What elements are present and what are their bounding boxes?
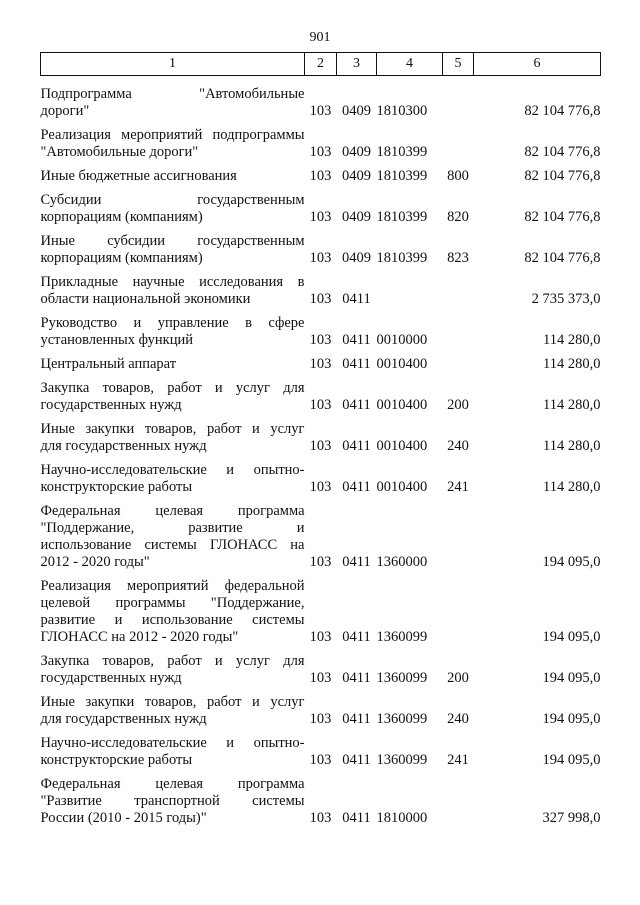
row-name-line: Федеральная целевая программа bbox=[40, 503, 305, 519]
row-amount: 2 735 373,0 bbox=[531, 291, 601, 307]
row-amount: 194 095,0 bbox=[542, 670, 601, 686]
row-code-expense-type bbox=[443, 308, 474, 349]
row-code-section: 0409 bbox=[342, 168, 371, 184]
row-code-admin: 103 bbox=[309, 438, 332, 454]
row-name-line: корпорациям (компаниям) bbox=[40, 209, 203, 225]
row-code-target: 1810399 bbox=[376, 250, 428, 266]
row-code-target: 1810399 bbox=[376, 209, 428, 225]
row-code-section: 0411 bbox=[342, 332, 371, 348]
row-code-expense-type bbox=[443, 76, 474, 121]
table-row bbox=[41, 120, 601, 161]
row-code-expense-type bbox=[443, 769, 474, 827]
row-name bbox=[41, 185, 305, 226]
column-header-4: 4 bbox=[377, 53, 443, 76]
row-code-target: 1360000 bbox=[376, 554, 428, 570]
row-amount: 82 104 776,8 bbox=[524, 250, 601, 266]
table-row bbox=[41, 571, 601, 646]
row-code-admin: 103 bbox=[309, 356, 332, 372]
row-name bbox=[41, 120, 305, 161]
table-row bbox=[41, 687, 601, 728]
row-code-section: 0411 bbox=[342, 629, 371, 645]
row-code-target: 1810300 bbox=[376, 103, 428, 119]
row-name bbox=[41, 646, 305, 687]
row-code-admin: 103 bbox=[309, 397, 332, 413]
row-code-section: 0411 bbox=[342, 438, 371, 454]
row-name-line: конструкторские работы bbox=[40, 479, 193, 495]
row-code-section: 0411 bbox=[342, 670, 371, 686]
row-name-line: "Развитие транспортной системы bbox=[40, 793, 305, 809]
row-name-line: установленных функций bbox=[40, 332, 193, 348]
row-name-line: ГЛОНАСС на 2012 - 2020 годы" bbox=[40, 629, 239, 645]
row-amount: 114 280,0 bbox=[543, 479, 601, 495]
row-code-target bbox=[377, 267, 443, 308]
row-code-target: 1810399 bbox=[376, 144, 428, 160]
table-row bbox=[41, 76, 601, 121]
row-code-expense-type bbox=[443, 267, 474, 308]
row-amount: 114 280,0 bbox=[543, 356, 601, 372]
row-code-expense-type: 241 bbox=[447, 479, 469, 495]
row-name-line: развитие и использование системы bbox=[40, 612, 305, 628]
row-name-line: Иные закупки товаров, работ и услуг bbox=[40, 694, 305, 710]
row-name-line: конструкторские работы bbox=[40, 752, 193, 768]
column-header-5: 5 bbox=[443, 53, 474, 76]
row-code-expense-type: 200 bbox=[447, 670, 469, 686]
row-code-admin: 103 bbox=[309, 332, 332, 348]
table-row bbox=[41, 769, 601, 827]
row-code-section: 0411 bbox=[342, 397, 371, 413]
row-code-admin: 103 bbox=[309, 250, 332, 266]
row-name bbox=[41, 455, 305, 496]
row-name-line: 2012 - 2020 годы" bbox=[40, 554, 150, 570]
row-name bbox=[41, 728, 305, 769]
row-amount: 194 095,0 bbox=[542, 711, 601, 727]
row-name-line: Иные субсидии государственным bbox=[40, 233, 305, 249]
row-name-line: государственных нужд bbox=[40, 670, 182, 686]
row-amount: 82 104 776,8 bbox=[524, 144, 601, 160]
row-name-line: Руководство и управление в сфере bbox=[40, 315, 305, 331]
row-code-target: 0010400 bbox=[376, 479, 428, 495]
table-row bbox=[41, 728, 601, 769]
row-code-admin: 103 bbox=[309, 479, 332, 495]
row-name-line: корпорациям (компаниям) bbox=[40, 250, 203, 266]
row-name bbox=[41, 414, 305, 455]
row-amount: 327 998,0 bbox=[542, 810, 601, 826]
row-amount: 114 280,0 bbox=[543, 438, 601, 454]
row-code-section: 0409 bbox=[342, 144, 371, 160]
row-name-line: Закупка товаров, работ и услуг для bbox=[40, 653, 305, 669]
row-name-line: Подпрограмма "Автомобильные bbox=[40, 86, 305, 102]
row-code-expense-type bbox=[443, 120, 474, 161]
row-name-line: использование системы ГЛОНАСС на bbox=[40, 537, 305, 553]
row-code-admin: 103 bbox=[309, 554, 332, 570]
table-row bbox=[41, 496, 601, 571]
row-code-target: 1360099 bbox=[376, 711, 428, 727]
row-amount: 82 104 776,8 bbox=[524, 209, 601, 225]
column-header-3: 3 bbox=[337, 53, 377, 76]
table-row bbox=[41, 185, 601, 226]
row-code-target: 0010400 bbox=[376, 356, 428, 372]
row-code-expense-type: 800 bbox=[447, 168, 469, 184]
table-row bbox=[41, 267, 601, 308]
row-amount: 114 280,0 bbox=[543, 397, 601, 413]
row-code-admin: 103 bbox=[309, 752, 332, 768]
row-code-expense-type: 823 bbox=[447, 250, 469, 266]
row-amount: 194 095,0 bbox=[542, 629, 601, 645]
table-body bbox=[41, 76, 601, 828]
row-name-line: Реализация мероприятий федеральной bbox=[40, 578, 305, 594]
row-code-section: 0411 bbox=[342, 554, 371, 570]
row-code-section: 0409 bbox=[342, 209, 371, 225]
row-name-line: Прикладные научные исследования в bbox=[40, 274, 305, 290]
row-name-line: Научно-исследовательские и опытно- bbox=[40, 462, 305, 478]
row-name-line: дороги" bbox=[40, 103, 90, 119]
row-name-line: "Автомобильные дороги" bbox=[40, 144, 199, 160]
row-code-expense-type: 820 bbox=[447, 209, 469, 225]
row-name bbox=[41, 373, 305, 414]
table-row bbox=[41, 455, 601, 496]
row-name bbox=[41, 349, 305, 373]
row-code-section: 0411 bbox=[342, 479, 371, 495]
table-row bbox=[41, 414, 601, 455]
row-code-target: 1360099 bbox=[376, 629, 428, 645]
row-name-line: Федеральная целевая программа bbox=[40, 776, 305, 792]
table-row bbox=[41, 161, 601, 185]
row-name-line: Реализация мероприятий подпрограммы bbox=[40, 127, 305, 143]
row-code-admin: 103 bbox=[309, 291, 332, 307]
row-code-section: 0411 bbox=[342, 711, 371, 727]
row-name-line: России (2010 - 2015 годы)" bbox=[40, 810, 207, 826]
row-name bbox=[41, 76, 305, 121]
row-name bbox=[41, 267, 305, 308]
row-code-admin: 103 bbox=[309, 810, 332, 826]
row-code-target: 1360099 bbox=[376, 752, 428, 768]
row-name bbox=[41, 496, 305, 571]
row-name bbox=[41, 308, 305, 349]
table-row bbox=[41, 646, 601, 687]
row-name-line: Закупка товаров, работ и услуг для bbox=[40, 380, 305, 396]
row-name-line: целевой программы "Поддержание, bbox=[40, 595, 305, 611]
column-header-6: 6 bbox=[474, 53, 601, 76]
row-code-target: 0010400 bbox=[376, 438, 428, 454]
row-code-target: 1810399 bbox=[376, 168, 428, 184]
row-code-section: 0409 bbox=[342, 250, 371, 266]
table-row bbox=[41, 308, 601, 349]
row-code-expense-type: 240 bbox=[447, 711, 469, 727]
row-code-admin: 103 bbox=[309, 103, 332, 119]
row-name bbox=[41, 161, 305, 185]
row-code-admin: 103 bbox=[309, 670, 332, 686]
row-code-expense-type: 241 bbox=[447, 752, 469, 768]
row-code-expense-type bbox=[443, 496, 474, 571]
row-code-expense-type bbox=[443, 349, 474, 373]
row-name-line: "Поддержание, развитие и bbox=[40, 520, 305, 536]
row-amount: 194 095,0 bbox=[542, 752, 601, 768]
column-header-2: 2 bbox=[305, 53, 337, 76]
budget-table bbox=[40, 52, 601, 827]
row-code-expense-type: 240 bbox=[447, 438, 469, 454]
table-row bbox=[41, 349, 601, 373]
row-name-line: для государственных нужд bbox=[40, 438, 207, 454]
table-row bbox=[41, 373, 601, 414]
row-name-line: Иные закупки товаров, работ и услуг bbox=[40, 421, 305, 437]
table-header-row bbox=[41, 53, 601, 76]
row-code-section: 0409 bbox=[342, 103, 371, 119]
row-code-admin: 103 bbox=[309, 168, 332, 184]
row-code-section: 0411 bbox=[342, 356, 371, 372]
row-amount: 114 280,0 bbox=[543, 332, 601, 348]
row-code-admin: 103 bbox=[309, 629, 332, 645]
row-name-line: Субсидии государственным bbox=[40, 192, 305, 208]
row-name-line: для государственных нужд bbox=[40, 711, 207, 727]
row-amount: 194 095,0 bbox=[542, 554, 601, 570]
row-code-section: 0411 bbox=[342, 810, 371, 826]
row-code-target: 1360099 bbox=[376, 670, 428, 686]
row-amount: 82 104 776,8 bbox=[524, 103, 601, 119]
table-row bbox=[41, 226, 601, 267]
row-code-admin: 103 bbox=[309, 144, 332, 160]
row-code-admin: 103 bbox=[309, 711, 332, 727]
row-name-line: Научно-исследовательские и опытно- bbox=[40, 735, 305, 751]
row-name-line: области национальной экономики bbox=[40, 291, 251, 307]
row-code-admin: 103 bbox=[309, 209, 332, 225]
row-code-target: 0010000 bbox=[376, 332, 428, 348]
row-code-section: 0411 bbox=[342, 291, 371, 307]
row-name bbox=[41, 769, 305, 827]
row-code-target: 0010400 bbox=[376, 397, 428, 413]
row-code-section: 0411 bbox=[342, 752, 371, 768]
row-code-target: 1810000 bbox=[376, 810, 428, 826]
row-code-expense-type bbox=[443, 571, 474, 646]
row-name-line: государственных нужд bbox=[40, 397, 182, 413]
row-name bbox=[41, 226, 305, 267]
row-name-line: Центральный аппарат bbox=[40, 356, 177, 372]
row-name bbox=[41, 687, 305, 728]
row-name bbox=[41, 571, 305, 646]
column-header-1: 1 bbox=[41, 53, 305, 76]
row-amount: 82 104 776,8 bbox=[524, 168, 601, 184]
page-number: 901 bbox=[309, 30, 331, 45]
row-code-expense-type: 200 bbox=[447, 397, 469, 413]
row-name-line: Иные бюджетные ассигнования bbox=[40, 168, 237, 184]
